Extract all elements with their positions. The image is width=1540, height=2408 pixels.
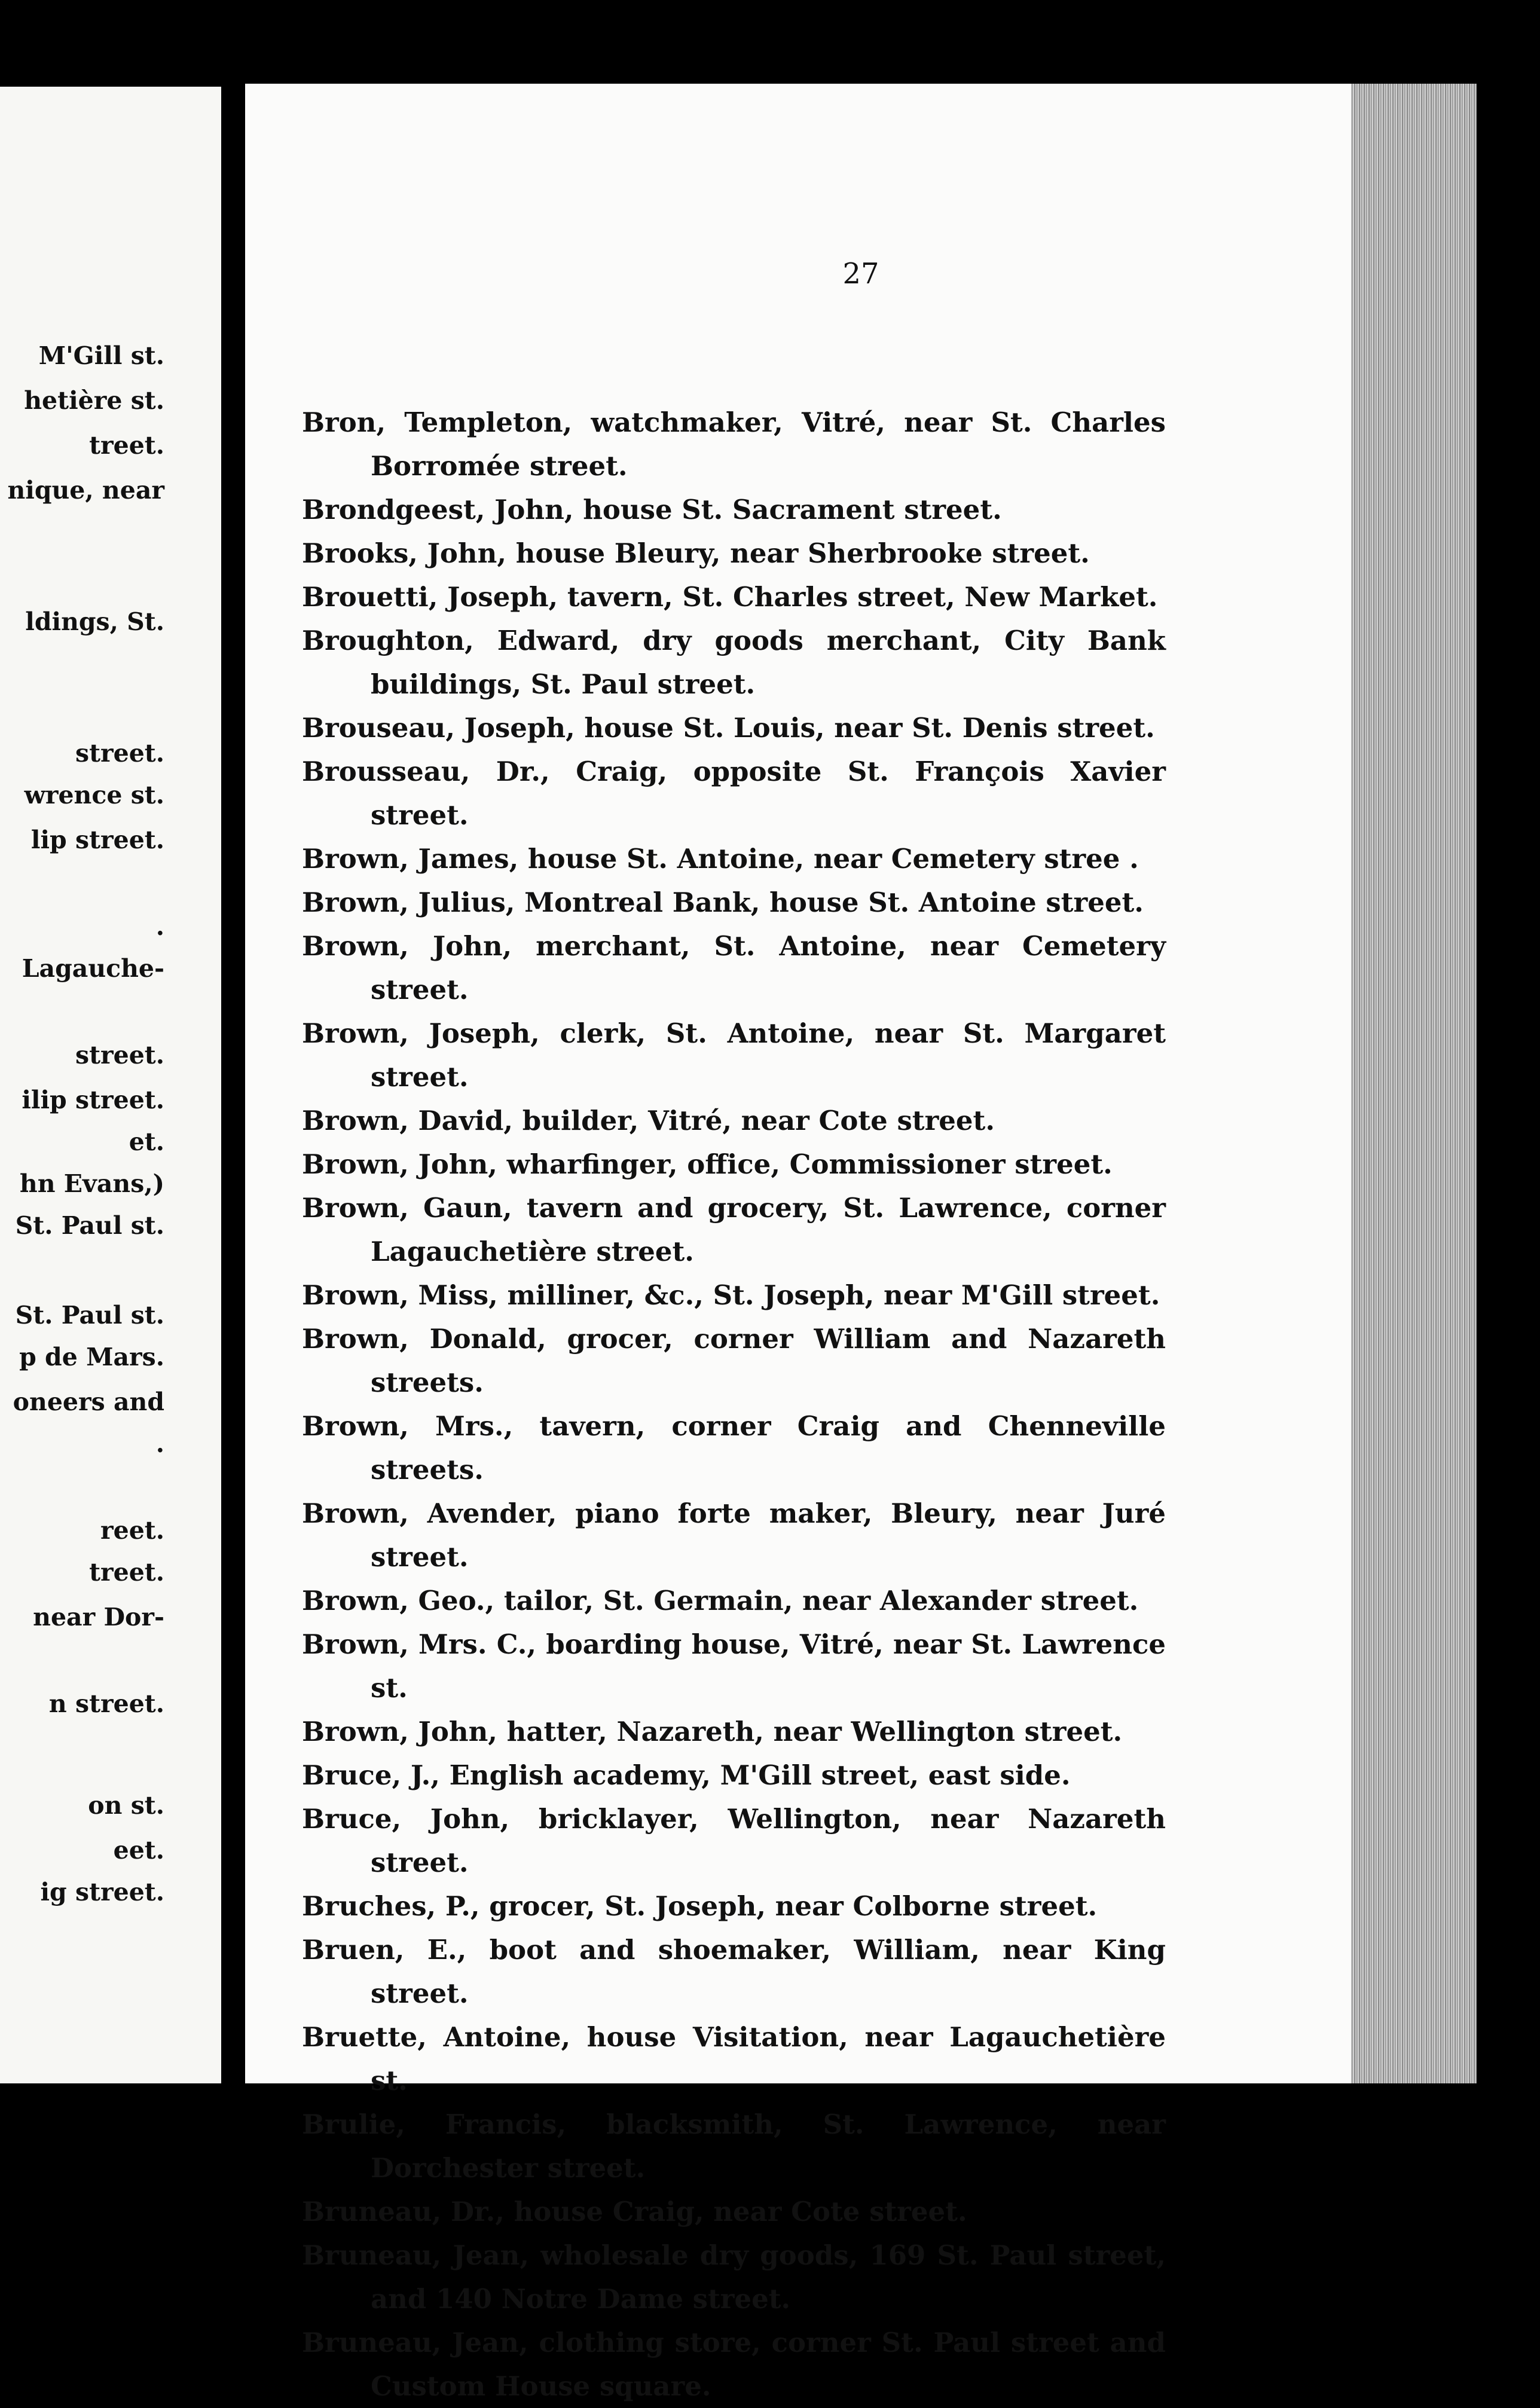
directory-entry: Brown, John, merchant, St. Antoine, near Cemetery street. — [302, 930, 1166, 1006]
left-page-line: on st. — [88, 1791, 164, 1820]
left-page-fragment — [0, 87, 221, 2083]
left-page-line: Lagauche- — [22, 954, 164, 983]
left-page-line: street. — [75, 1041, 164, 1069]
page-number: 27 — [842, 257, 879, 291]
page-edge-texture — [1351, 84, 1477, 2083]
left-page-line: ilip street. — [22, 1086, 164, 1114]
directory-entry: Brown, Mrs. C., boarding house, Vitré, near St. Lawrence st. — [302, 1628, 1166, 1704]
directory-entry: Broughton, Edward, dry goods merchant, City Bank buildings, St. Paul street. — [302, 625, 1166, 700]
directory-entry: Brown, Julius, Montreal Bank, house St. Antoine street. — [302, 887, 1144, 918]
left-page-line: treet. — [89, 431, 164, 460]
left-page-line: hn Evans,) — [19, 1169, 164, 1198]
directory-entry: Bruce, J., English academy, M'Gill street, east side. — [302, 1759, 1071, 1791]
book-gutter — [221, 87, 245, 2083]
left-page-text — [0, 87, 221, 2083]
right-page — [245, 84, 1477, 2402]
directory-entry: Brouseau, Joseph, house St. Louis, near St. Denis street. — [302, 712, 1155, 744]
directory-entry: Brown, David, builder, Vitré, near Cote street. — [302, 1105, 995, 1136]
directory-entry: Brousseau, Dr., Craig, opposite St. François Xavier street. — [302, 756, 1166, 831]
left-page-line: M'Gill st. — [38, 341, 164, 370]
directory-entry: Brooks, John, house Bleury, near Sherbrooke street. — [302, 537, 1090, 569]
left-page-line: et. — [129, 1127, 164, 1156]
directory-entry: Brown, Joseph, clerk, St. Antoine, near St. Margaret street. — [302, 1017, 1166, 1093]
directory-entry: Bron, Templeton, watchmaker, Vitré, near St. Charles Borromée street. — [302, 407, 1166, 482]
left-page-line: reet. — [100, 1516, 164, 1545]
left-page-line: n street. — [48, 1689, 164, 1718]
directory-entry: Bruches, P., grocer, St. Joseph, near Colborne street. — [302, 1890, 1098, 1922]
directory-entry: Bruen, E., boot and shoemaker, William, near King street. — [302, 1934, 1166, 2009]
directory-entry: Bruce, John, bricklayer, Wellington, near Nazareth street. — [302, 1803, 1166, 1878]
directory-entry: Bruette, Antoine, house Visitation, near Lagauchetière st. — [302, 2021, 1166, 2097]
directory-entry: Brown, James, house St. Antoine, near Cemetery stree . — [302, 843, 1139, 875]
left-page-line: St. Paul st. — [15, 1211, 164, 1240]
directory-entry: Bruneau, Jean, clothing store, corner St. Paul street and Custom House square. — [302, 2327, 1166, 2402]
directory-entry: Brown, Avender, piano forte maker, Bleury, near Juré street. — [302, 1498, 1166, 1573]
left-page-line: nique, near — [7, 476, 164, 505]
directory-entry: Brown, Gaun, tavern and grocery, St. Lawrence, corner Lagauchetière street. — [302, 1192, 1166, 1267]
directory-entry: Brouetti, Joseph, tavern, St. Charles street, New Market. — [302, 581, 1158, 613]
left-page-line: street. — [75, 739, 164, 768]
left-page-line: lip street. — [30, 826, 164, 854]
left-page-line: . — [155, 1429, 164, 1458]
left-page-line: treet. — [89, 1558, 164, 1587]
left-page-line: wrence st. — [24, 781, 164, 809]
left-page-line: near Dor- — [33, 1603, 164, 1631]
directory-entry: Bruneau, Dr., house Craig, near Cote street. — [302, 2196, 967, 2227]
left-page-line: ig street. — [40, 1878, 164, 1906]
directory-entry: Brown, John, wharfinger, office, Commissioner street. — [302, 1148, 1113, 1180]
directory-entry: Brown, Geo., tailor, St. Germain, near Alexander street. — [302, 1585, 1139, 1616]
directory-entry: Brown, Donald, grocer, corner William and Nazareth streets. — [302, 1323, 1166, 1398]
directory-entry: Brulie, Francis, blacksmith, St. Lawrence, near Dorchester street. — [302, 2108, 1166, 2184]
left-page-line: St. Paul st. — [15, 1301, 164, 1330]
directory-entries — [302, 401, 1166, 2408]
directory-entry: Brown, John, hatter, Nazareth, near Wellington street. — [302, 1716, 1123, 1747]
left-page-line: eet. — [113, 1836, 164, 1865]
directory-entry: Brown, Mrs., tavern, corner Craig and Chenneville streets. — [302, 1410, 1166, 1486]
directory-entry: Brown, Miss, milliner, &c., St. Joseph, near M'Gill street. — [302, 1279, 1160, 1311]
left-page-line: p de Mars. — [19, 1343, 164, 1371]
left-page-line: ldings, St. — [25, 607, 164, 636]
directory-entry: Bruneau, Jean, wholesale dry goods, 169 St. Paul street, and 140 Notre Dame street. — [302, 2239, 1166, 2315]
left-page-line: oneers and — [13, 1388, 164, 1416]
directory-entry: Brondgeest, John, house St. Sacrament street. — [302, 494, 1002, 525]
left-page-line: . — [155, 912, 164, 941]
left-page-line: hetière st. — [24, 386, 164, 415]
